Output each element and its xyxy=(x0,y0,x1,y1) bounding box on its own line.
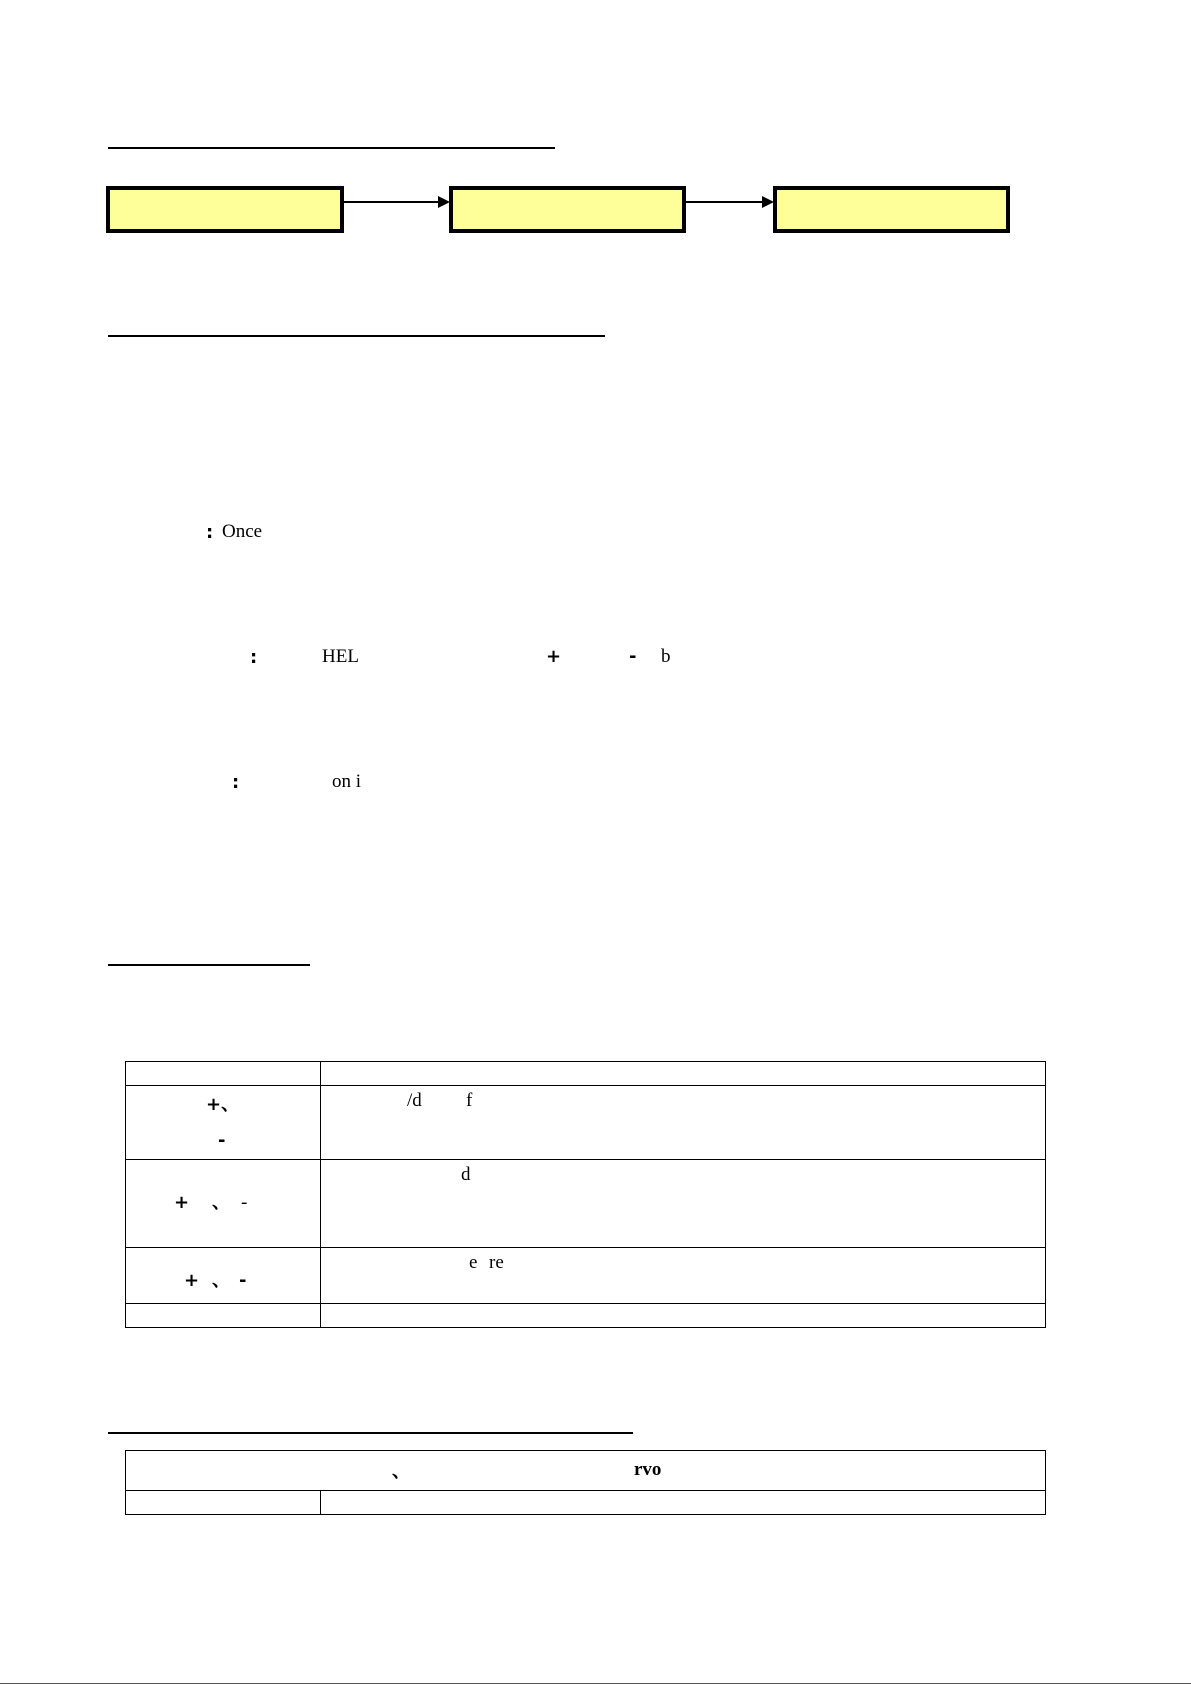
table-row xyxy=(126,1304,1046,1328)
table-row xyxy=(126,1248,1046,1304)
flow-box-1 xyxy=(106,186,344,233)
table-cell xyxy=(126,1304,321,1328)
table-row xyxy=(126,1086,1046,1160)
note-2-text-a: HEL xyxy=(322,646,359,667)
table-row xyxy=(126,1491,1046,1515)
note-2-colon: : xyxy=(250,647,258,668)
cell-text: - xyxy=(239,1270,247,1291)
cell-text: + xyxy=(174,1192,190,1213)
flow-arrow-2 xyxy=(686,192,774,212)
flow-box-3 xyxy=(773,186,1010,233)
table-cell xyxy=(126,1160,321,1248)
page-bottom-edge xyxy=(0,1683,1191,1684)
table-cell xyxy=(321,1248,1046,1304)
note-3-text: on i xyxy=(332,771,362,792)
table-cell xyxy=(321,1086,1046,1160)
note-2-text-b: b xyxy=(661,646,671,667)
section-2-heading-rule xyxy=(108,335,605,337)
section-1-heading-rule xyxy=(108,147,555,149)
cell-text: 、 xyxy=(212,1270,230,1291)
table-1 xyxy=(125,1061,1046,1328)
section-3-heading-rule xyxy=(108,964,310,966)
cell-text: /d xyxy=(407,1090,422,1111)
flow-box-2 xyxy=(449,186,686,233)
header-separator: 、 xyxy=(392,1461,410,1482)
table-cell xyxy=(126,1248,321,1304)
table-1-header-cell xyxy=(126,1062,321,1086)
cell-text: re xyxy=(489,1252,504,1273)
cell-text: - xyxy=(218,1130,226,1151)
header-text: rvo xyxy=(634,1459,662,1480)
cell-text: e xyxy=(469,1252,478,1273)
section-4-heading-rule xyxy=(108,1432,633,1434)
note-2-minus: - xyxy=(629,646,637,667)
flow-arrow-1 xyxy=(344,192,450,212)
note-2-plus: + xyxy=(546,646,562,667)
cell-text: 、 xyxy=(212,1192,230,1213)
table-row xyxy=(126,1160,1046,1248)
cell-text: d xyxy=(461,1164,471,1185)
table-2-header-row xyxy=(126,1451,1046,1491)
table-2 xyxy=(125,1450,1046,1515)
cell-text: - xyxy=(241,1192,248,1213)
cell-text: f xyxy=(466,1090,473,1111)
cell-text: +、 xyxy=(206,1094,240,1115)
note-1-colon: : xyxy=(206,522,214,543)
table-cell xyxy=(126,1086,321,1160)
table-1-header-cell xyxy=(321,1062,1046,1086)
note-1-text: Once xyxy=(222,521,263,542)
table-cell xyxy=(321,1491,1046,1515)
table-cell xyxy=(321,1304,1046,1328)
table-2-header-cell xyxy=(126,1451,1046,1491)
table-1-header-row xyxy=(126,1062,1046,1086)
table-cell xyxy=(126,1491,321,1515)
table-cell xyxy=(321,1160,1046,1248)
cell-text: + xyxy=(184,1270,200,1291)
note-3-colon: : xyxy=(232,772,240,793)
